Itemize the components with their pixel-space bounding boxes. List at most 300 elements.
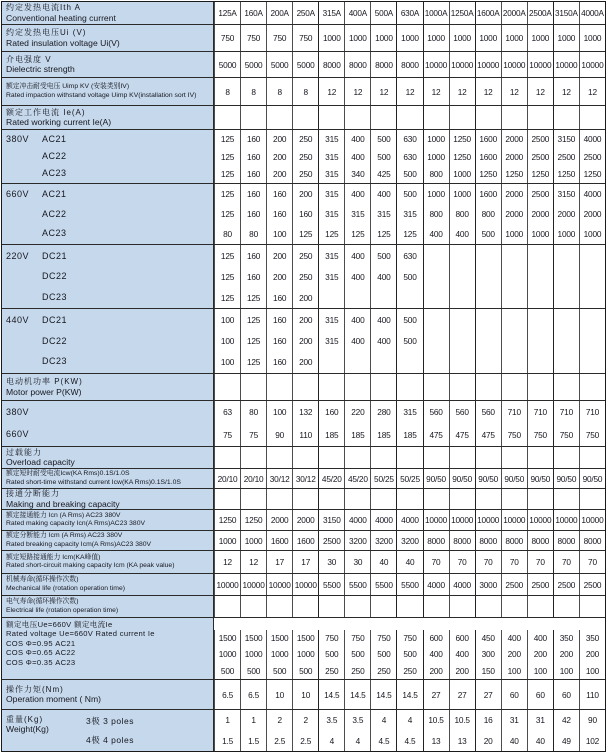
value-cell (579, 596, 605, 617)
value-cell: 400 (423, 224, 449, 244)
value-cell: 1 (240, 710, 266, 731)
value-cell: 450 (475, 630, 501, 646)
value-cell (344, 489, 370, 509)
value-cell: 750 (292, 25, 318, 51)
value-cell: 90/50 (423, 469, 449, 488)
value-cell (553, 106, 579, 129)
value-cell: 12 (501, 78, 527, 105)
value-cell: 2500 (527, 130, 553, 148)
value-cell: 5000 (240, 52, 266, 77)
value-cell: 40 (527, 731, 553, 752)
value-cell: 50/25 (396, 469, 422, 488)
value-cell: 250 (292, 245, 318, 266)
value-cell: 10000 (423, 52, 449, 77)
row-label-zh: 过载能力 (6, 447, 42, 457)
value-cell (501, 596, 527, 617)
value-cell: 3000 (475, 574, 501, 595)
table-row-group (2, 446, 605, 468)
value-cell: 1000 (579, 25, 605, 51)
value-cell (501, 266, 527, 287)
value-cell: 315 (344, 204, 370, 224)
table-row-group (2, 617, 605, 679)
value-cell: 10000 (553, 510, 579, 530)
row-sublabel: AC21 (42, 134, 67, 145)
value-cell (553, 287, 579, 308)
value-cell: 160 (266, 309, 292, 330)
value-cell: 500 (396, 184, 422, 204)
column-header-cell: 1000A (423, 2, 449, 24)
value-cell: 400 (370, 309, 396, 330)
value-cell: 10000 (266, 574, 292, 595)
value-cell (475, 489, 501, 509)
value-cell: 12 (396, 78, 422, 105)
value-cell (423, 447, 449, 468)
row-label-en: Rated short-time withstand current Icw(KA Rms)0.1S/1.0S (6, 478, 181, 486)
value-cell: 500 (370, 245, 396, 266)
table-row-group (2, 129, 605, 183)
value-cell: 1600 (266, 531, 292, 550)
value-cell: 185 (396, 424, 422, 447)
value-cell (318, 287, 344, 308)
row-sublabels (86, 711, 209, 750)
column-header-row (214, 2, 605, 24)
value-cell (475, 106, 501, 129)
value-cell: 400 (370, 266, 396, 287)
value-cell: 8000 (501, 531, 527, 550)
column-header-cell: 500A (370, 2, 396, 24)
value-cell: 250 (344, 663, 370, 679)
row-label-cell (2, 25, 214, 51)
value-cell: 4 (396, 710, 422, 731)
value-cell: 27 (423, 680, 449, 709)
value-cell: 150 (475, 663, 501, 679)
value-cell: 4.5 (396, 731, 422, 752)
value-cell: 1000 (527, 224, 553, 244)
table-row-group (2, 509, 605, 530)
value-cell: 2000 (527, 204, 553, 224)
value-cell: 500 (370, 148, 396, 166)
value-cell: 185 (318, 424, 344, 447)
row-label-line: COS Φ=0.65 AC22 (6, 648, 76, 658)
value-cell: 1250 (449, 148, 475, 166)
value-row (214, 52, 605, 77)
value-cell: 80 (214, 224, 240, 244)
value-cell (475, 447, 501, 468)
table-row-group (2, 24, 605, 51)
value-cell (370, 447, 396, 468)
row-sublabel-row (6, 224, 209, 243)
row-label-cell (2, 184, 214, 244)
value-cell: 10000 (449, 510, 475, 530)
value-cell: 160 (266, 204, 292, 224)
table-row-group (2, 530, 605, 550)
row-sublabel: 4极 4 poles (86, 735, 134, 746)
row-label-zh: 电动机功率 P(KW) (6, 377, 83, 387)
value-cell: 4 (370, 710, 396, 731)
value-cell (292, 374, 318, 400)
value-cell (449, 596, 475, 617)
column-header-cell: 2500A (527, 2, 553, 24)
value-cell: 12 (318, 78, 344, 105)
row-sublabel: DC21 (42, 250, 68, 261)
value-cell (475, 374, 501, 400)
value-cell (344, 106, 370, 129)
value-cell: 2500 (579, 574, 605, 595)
column-header-cell: 400A (344, 2, 370, 24)
row-voltage-prefix: 440V (6, 315, 30, 326)
value-cell: 3150 (553, 130, 579, 148)
table-row-group (2, 183, 605, 244)
row-sublabel-row (6, 204, 209, 223)
value-cell (501, 374, 527, 400)
value-cell: 475 (475, 424, 501, 447)
table-body (2, 24, 605, 751)
value-cell: 2 (292, 710, 318, 731)
value-row (214, 710, 605, 731)
value-cell: 8000 (527, 531, 553, 550)
row-sublabel: DC21 (42, 315, 68, 326)
row-label-zh: 额定工作电流 Ie(A) (6, 107, 86, 117)
value-cell: 1000 (370, 25, 396, 51)
row-label-weight (6, 711, 209, 750)
value-cell: 200 (292, 330, 318, 351)
value-cell: 42 (553, 710, 579, 731)
value-cell: 500 (318, 646, 344, 662)
value-rows (214, 510, 605, 530)
row-sublabel-row (6, 310, 209, 331)
value-cell: 8 (266, 78, 292, 105)
row-label-zh: 额定分断能力 Icm (A Rms) AC23 380V (6, 532, 123, 540)
value-cell (501, 330, 527, 351)
value-row (214, 663, 605, 679)
value-cell: 1000 (475, 25, 501, 51)
column-header-cell: 630A (396, 2, 422, 24)
row-sublabel-row (6, 266, 209, 286)
value-cell: 250 (292, 266, 318, 287)
row-sublabel: DC22 (42, 271, 68, 282)
value-cell: 400 (370, 184, 396, 204)
value-cell (475, 352, 501, 373)
value-cell: 1250 (501, 165, 527, 183)
value-cell: 8000 (370, 52, 396, 77)
row-sublabel-row (6, 331, 209, 352)
value-cell: 12 (553, 78, 579, 105)
value-cell (501, 489, 527, 509)
value-cell: 500 (396, 266, 422, 287)
table-row-group (2, 573, 605, 595)
row-label-en: Dielectric strength (6, 64, 75, 75)
value-cell: 90/50 (527, 469, 553, 488)
value-cell (475, 287, 501, 308)
row-sublabel-row (6, 287, 209, 307)
value-cell: 710 (527, 401, 553, 424)
value-cell: 750 (318, 630, 344, 646)
value-cell: 185 (370, 424, 396, 447)
value-cell: 250 (396, 663, 422, 679)
value-cell (396, 374, 422, 400)
value-cell (423, 330, 449, 351)
value-cell: 31 (501, 710, 527, 731)
value-cell: 4 (344, 731, 370, 752)
value-cell: 8000 (396, 52, 422, 77)
value-cell: 4000 (423, 574, 449, 595)
value-cell: 5000 (266, 52, 292, 77)
value-cell: 800 (449, 204, 475, 224)
value-cell (396, 352, 422, 373)
value-cell: 2500 (527, 148, 553, 166)
value-cell (318, 447, 344, 468)
value-cell: 4000 (370, 510, 396, 530)
value-cell: 40 (396, 551, 422, 573)
value-cell: 475 (449, 424, 475, 447)
value-cell (527, 489, 553, 509)
value-cell (527, 352, 553, 373)
value-cell (214, 489, 240, 509)
value-cell (553, 245, 579, 266)
value-cell: 3.5 (344, 710, 370, 731)
column-header-cell: 4000A (579, 2, 605, 24)
value-cell: 1000 (579, 224, 605, 244)
value-cell: 10000 (449, 52, 475, 77)
value-cell: 8000 (553, 531, 579, 550)
value-cell: 100 (214, 309, 240, 330)
value-cell: 10000 (214, 574, 240, 595)
value-row (214, 330, 605, 351)
value-cell: 5500 (318, 574, 344, 595)
value-cell: 1250 (527, 165, 553, 183)
row-label-zh: 操作力矩(Nm) (6, 684, 64, 694)
table-row-group (2, 709, 605, 751)
value-cell (579, 245, 605, 266)
row-label-zh: 接通分断能力 (6, 489, 60, 499)
row-sublabel: 3极 3 poles (86, 715, 134, 726)
value-cell (292, 489, 318, 509)
row-label-cell (2, 531, 214, 550)
column-header-cell: 1250A (449, 2, 475, 24)
row-label-cell (2, 106, 214, 129)
value-cell: 200 (266, 165, 292, 183)
value-cell: 1500 (266, 630, 292, 646)
value-row (214, 78, 605, 105)
row-voltage-prefix: 220V (6, 250, 30, 261)
value-cell: 20 (475, 731, 501, 752)
value-row (214, 551, 605, 573)
value-cell: 1000 (396, 25, 422, 51)
value-cell: 12 (240, 551, 266, 573)
value-cell: 1000 (501, 25, 527, 51)
value-cell (553, 447, 579, 468)
value-cell: 160 (240, 184, 266, 204)
value-rows (214, 618, 605, 679)
value-rows (214, 551, 605, 573)
column-header-cell: 160A (240, 2, 266, 24)
value-rows (214, 574, 605, 595)
value-cell (370, 287, 396, 308)
row-voltage-prefix: 660V (6, 189, 30, 200)
value-cell: 425 (370, 165, 396, 183)
value-cell: 75 (240, 424, 266, 447)
value-cell: 1000 (266, 646, 292, 662)
row-sublabel: AC23 (42, 168, 67, 179)
value-cell (579, 352, 605, 373)
value-cell: 500 (370, 130, 396, 148)
value-cell: 125 (214, 130, 240, 148)
value-row (214, 287, 605, 308)
value-cell: 8000 (344, 52, 370, 77)
value-cell: 5500 (370, 574, 396, 595)
value-cell (396, 447, 422, 468)
value-cell (423, 374, 449, 400)
value-cell: 1000 (318, 25, 344, 51)
value-cell: 315 (318, 330, 344, 351)
value-cell (579, 447, 605, 468)
value-cell: 1000 (292, 646, 318, 662)
row-sublabel-row (6, 246, 209, 266)
row-sublabel: AC23 (42, 228, 67, 239)
value-cell: 3200 (396, 531, 422, 550)
value-row (214, 224, 605, 244)
value-cell (318, 596, 344, 617)
row-label-line: COS Φ=0.35 AC23 (6, 657, 76, 667)
value-cell (214, 374, 240, 400)
value-cell: 90/50 (553, 469, 579, 488)
row-sublabel: AC21 (42, 189, 67, 200)
value-row (214, 731, 605, 752)
value-cell: 14.5 (396, 680, 422, 709)
value-cell: 8000 (449, 531, 475, 550)
value-cell: 500 (396, 165, 422, 183)
value-cell: 100 (501, 663, 527, 679)
value-cell: 45/20 (344, 469, 370, 488)
value-cell: 400 (344, 245, 370, 266)
value-cell: 10000 (475, 52, 501, 77)
value-cell: 10000 (240, 574, 266, 595)
value-cell: 3200 (370, 531, 396, 550)
value-cell: 102 (579, 731, 605, 752)
value-cell (527, 596, 553, 617)
row-label-en: Electrical life (rotation operation time) (6, 606, 119, 614)
value-cell (370, 374, 396, 400)
value-cell: 12 (344, 78, 370, 105)
value-cell (553, 352, 579, 373)
value-cell: 350 (553, 630, 579, 646)
value-cell: 250 (318, 663, 344, 679)
value-cell: 2000 (501, 184, 527, 204)
value-cell: 13 (449, 731, 475, 752)
value-cell: 160 (240, 266, 266, 287)
value-cell: 300 (475, 646, 501, 662)
value-cell: 2000 (266, 510, 292, 530)
row-label-en: Mechanical life (rotation operation time) (6, 584, 126, 592)
value-cell: 125 (240, 330, 266, 351)
value-cell (501, 287, 527, 308)
value-cell: 100 (214, 330, 240, 351)
value-cell (396, 287, 422, 308)
value-cell: 3150 (318, 510, 344, 530)
value-cell: 1600 (292, 531, 318, 550)
value-cell: 1500 (240, 630, 266, 646)
row-sublabel-row (6, 148, 209, 165)
value-cell: 750 (344, 630, 370, 646)
value-cell: 30/12 (292, 469, 318, 488)
row-label-cell (2, 78, 214, 105)
value-cell: 160 (240, 165, 266, 183)
row-label-line: COS Φ=0.95 AC21 (6, 638, 76, 648)
value-cell: 400 (344, 330, 370, 351)
value-cell: 200 (423, 663, 449, 679)
value-cell: 27 (449, 680, 475, 709)
row-label-zh: 额定冲击耐受电压 Uimp KV (安装类别IV) (6, 83, 130, 91)
value-cell: 400 (423, 646, 449, 662)
value-cell: 200 (449, 663, 475, 679)
value-cell: 20/10 (240, 469, 266, 488)
table-row-group (2, 77, 605, 105)
value-cell (318, 489, 344, 509)
value-cell: 125 (344, 224, 370, 244)
value-cell (292, 596, 318, 617)
value-rows (214, 25, 605, 51)
row-label-line: 额定电压Ue=660V 额定电流Ie (6, 620, 113, 629)
value-cell: 315 (318, 165, 344, 183)
value-cell (501, 309, 527, 330)
value-cell: 500 (396, 646, 422, 662)
value-cell: 600 (423, 630, 449, 646)
value-cell: 2000 (579, 204, 605, 224)
value-row (214, 510, 605, 530)
value-cell: 160 (266, 352, 292, 373)
value-cell: 400 (449, 646, 475, 662)
row-label-cell (2, 710, 214, 751)
value-cell: 200 (527, 646, 553, 662)
value-cell: 10000 (501, 52, 527, 77)
value-cell: 1250 (214, 510, 240, 530)
value-cell (344, 374, 370, 400)
value-cell: 315 (396, 204, 422, 224)
value-cell: 90 (579, 710, 605, 731)
row-label-cell (2, 574, 214, 595)
row-sublabel-row (6, 165, 209, 182)
value-cell: 200 (292, 352, 318, 373)
value-cell: 3150 (553, 184, 579, 204)
row-label-cell (2, 551, 214, 573)
row-label-en: Rated insulation voltage Ui(V) (6, 37, 120, 48)
value-cell: 2.5 (292, 731, 318, 752)
value-rows (214, 680, 605, 709)
value-cell (449, 309, 475, 330)
value-cell (501, 106, 527, 129)
value-cell: 400 (344, 184, 370, 204)
value-rows (214, 106, 605, 129)
value-rows (214, 401, 605, 446)
value-cell (449, 374, 475, 400)
value-cell: 400 (370, 330, 396, 351)
row-label-cell (2, 374, 214, 400)
value-cell (527, 106, 553, 129)
row-label-cell (2, 401, 214, 446)
value-cell (449, 266, 475, 287)
row-label-cell (2, 596, 214, 617)
column-header-cell: 200A (266, 2, 292, 24)
value-cell: 500 (396, 309, 422, 330)
value-cell: 340 (344, 165, 370, 183)
value-cell: 1000 (501, 224, 527, 244)
value-cell: 200 (266, 130, 292, 148)
spec-table (1, 1, 606, 752)
value-cell: 630 (396, 148, 422, 166)
value-rows (214, 78, 605, 105)
value-cell: 13 (423, 731, 449, 752)
row-sublabel: DC22 (42, 335, 68, 346)
